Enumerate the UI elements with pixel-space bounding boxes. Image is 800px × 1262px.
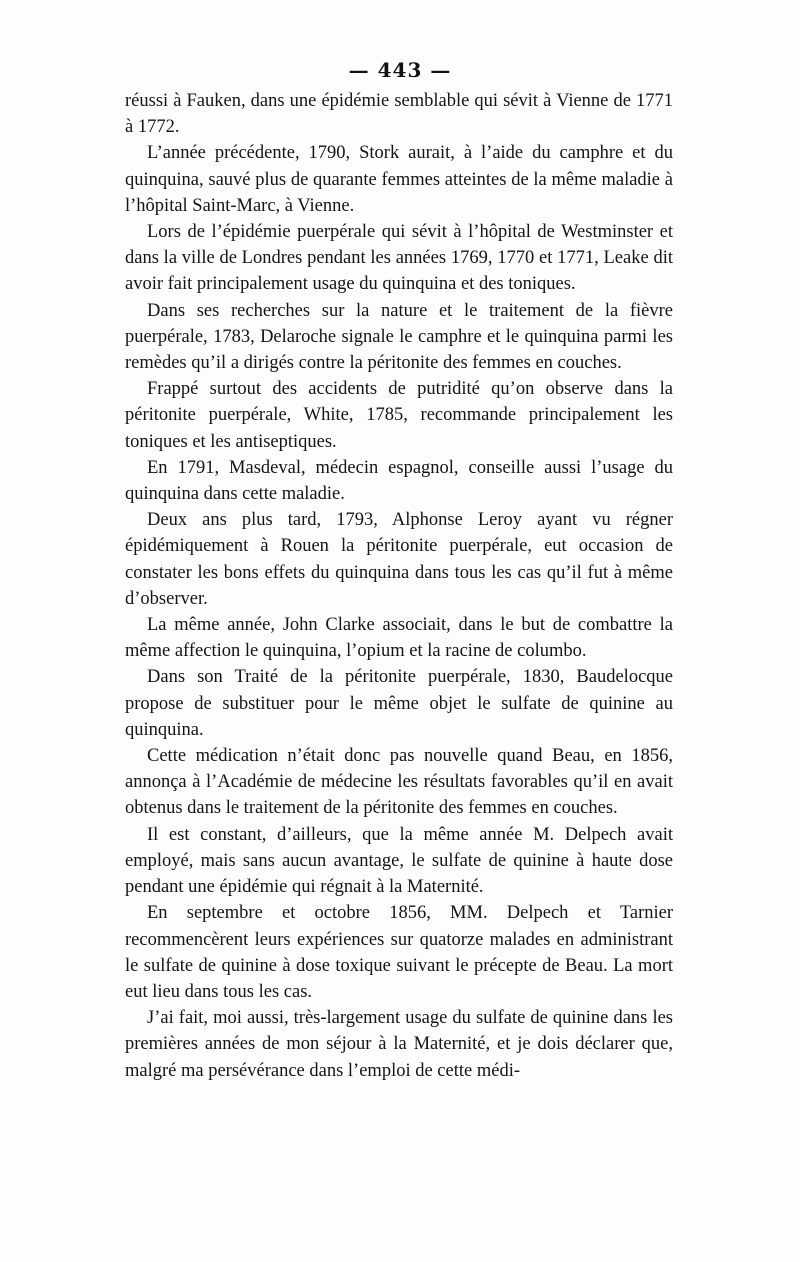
paragraph: Cette médication n’était donc pas nouvelle quand Beau, en 1856, annonça à l’Académie de médecine les résultats favorables qu’il en avait obtenus dans le traitement de la péritonite des femmes en couches. bbox=[125, 746, 673, 819]
paragraph: Deux ans plus tard, 1793, Alphonse Leroy ayant vu régner épidémiquement à Rouen la péritonite puerpérale, eut occasion de constater les bons effets du quinquina dans tous les cas qu’il fut à même d’observer. bbox=[125, 510, 673, 609]
paragraph: La même année, John Clarke associait, dans le but de combattre la même affection le quinquina, l’opium et la racine de columbo. bbox=[125, 615, 673, 662]
paragraph: L’année précédente, 1790, Stork aurait, à l’aide du camphre et du quinquina, sauvé plus de quarante femmes atteintes de la même maladie à l’hôpital Saint-Marc, à Vienne. bbox=[125, 143, 673, 216]
page-number: — 443 — bbox=[348, 58, 452, 82]
paragraph: réussi à Fauken, dans une épidémie semblable qui sévit à Vienne de 1771 à 1772. bbox=[125, 91, 673, 138]
paragraph: En septembre et octobre 1856, MM. Delpech et Tarnier recommencèrent leurs expériences sur quatorze malades en administrant le sulfate de quinine à dose toxique suivant le précepte de Beau. La mort eut lieu dans tous les cas. bbox=[125, 903, 673, 1002]
paragraph: En 1791, Masdeval, médecin espagnol, conseille aussi l’usage du quinquina dans cette maladie. bbox=[125, 457, 673, 505]
paragraph: J’ai fait, moi aussi, très-largement usage du sulfate de quinine dans les premières années de mon séjour à la Maternité, et je dois déclarer que, malgré ma persévérance dans l’emploi de cette médi- bbox=[125, 1008, 673, 1081]
paragraph: Il est constant, d’ailleurs, que la même année M. Delpech avait employé, mais sans aucun avantage, le sulfate de quinine à haute dose pendant une épidémie qui régnait à la Maternité. bbox=[125, 824, 673, 898]
paragraph: Lors de l’épidémie puerpérale qui sévit à l’hôpital de Westminster et dans la ville de Londres pendant les années 1769, 1770 et 1771, Leake dit avoir fait principalement usage du quinquina et des toniques. bbox=[125, 222, 673, 295]
paragraph: Frappé surtout des accidents de putridité qu’on observe dans la péritonite puerpérale, White, 1785, recommande principalement les toniques et les antiseptiques. bbox=[125, 379, 673, 452]
paragraph: Dans ses recherches sur la nature et le traitement de la fièvre puerpérale, 1783, Delaroche signale le camphre et le quinquina parmi les remèdes qu’il a dirigés contre la péritonite des femmes en couches. bbox=[125, 300, 673, 374]
paragraph: Dans son Traité de la péritonite puerpérale, 1830, Baudelocque propose de substituer pour le même objet le sulfate de quinine au quinquina. bbox=[125, 667, 673, 740]
body-text bbox=[125, 88, 673, 1084]
